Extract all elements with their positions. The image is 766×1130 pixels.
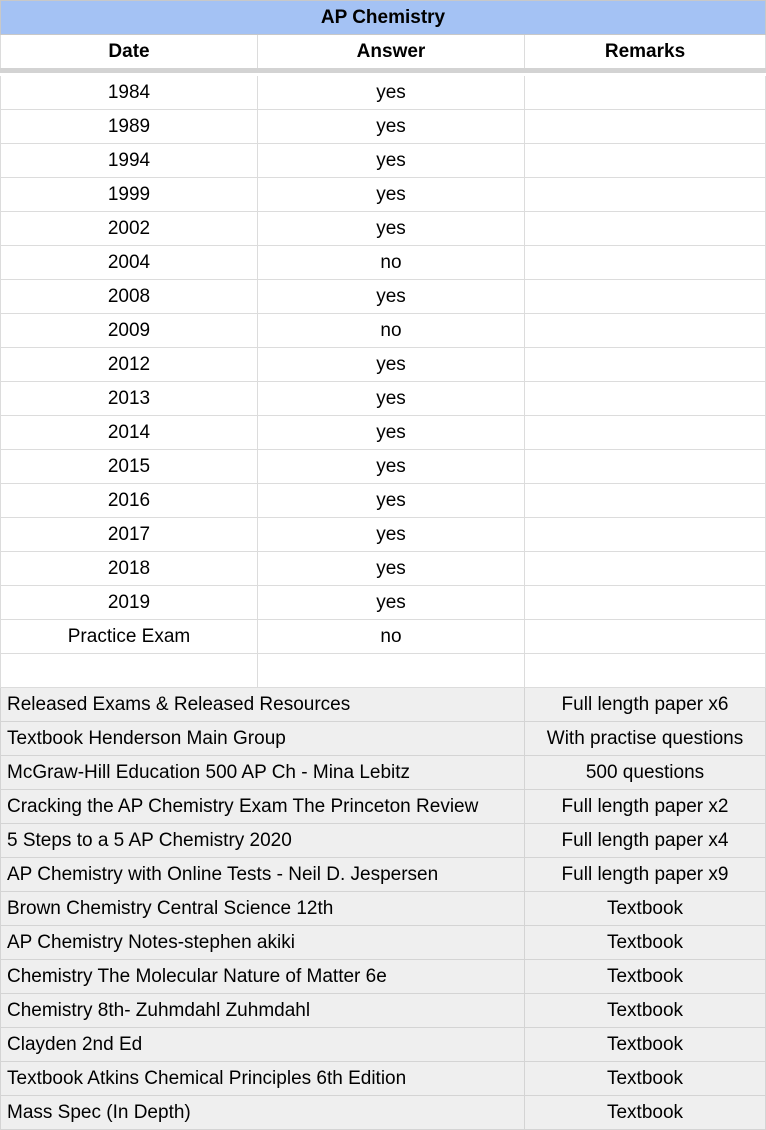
table-row	[0, 280, 766, 314]
resource-row	[0, 926, 766, 960]
resource-row	[0, 688, 766, 722]
table-row	[0, 348, 766, 382]
resource-note-cell[interactable]: 500 questions	[525, 756, 766, 790]
header-row	[0, 35, 766, 73]
table-row	[0, 416, 766, 450]
answer-cell[interactable]: yes	[258, 416, 525, 450]
resource-row	[0, 1028, 766, 1062]
resource-row	[0, 960, 766, 994]
table-row	[0, 246, 766, 280]
resource-row	[0, 994, 766, 1028]
resource-row	[0, 1062, 766, 1096]
remarks-cell[interactable]	[525, 552, 766, 586]
answer-cell[interactable]: yes	[258, 518, 525, 552]
answer-cell[interactable]: no	[258, 620, 525, 654]
date-cell[interactable]: 2019	[0, 586, 258, 620]
resource-note-cell[interactable]: Full length paper x9	[525, 858, 766, 892]
resource-row	[0, 858, 766, 892]
remarks-cell[interactable]	[525, 280, 766, 314]
resource-name-cell[interactable]: Released Exams & Released Resources	[0, 688, 525, 722]
resource-note-cell[interactable]: Textbook	[525, 926, 766, 960]
table-row	[0, 178, 766, 212]
date-cell[interactable]: 1989	[0, 110, 258, 144]
date-cell[interactable]	[0, 654, 258, 688]
remarks-cell[interactable]	[525, 178, 766, 212]
remarks-cell[interactable]	[525, 586, 766, 620]
answer-cell[interactable]: yes	[258, 348, 525, 382]
answer-cell[interactable]: yes	[258, 586, 525, 620]
date-cell[interactable]: 2014	[0, 416, 258, 450]
answer-cell[interactable]: yes	[258, 144, 525, 178]
resource-note-cell[interactable]: Full length paper x2	[525, 790, 766, 824]
remarks-cell[interactable]	[525, 212, 766, 246]
resource-name-cell[interactable]: Clayden 2nd Ed	[0, 1028, 525, 1062]
resource-name-cell[interactable]: AP Chemistry with Online Tests - Neil D. Jespersen	[0, 858, 525, 892]
answer-cell[interactable]: yes	[258, 382, 525, 416]
resource-row	[0, 722, 766, 756]
answer-cell[interactable]: no	[258, 314, 525, 348]
date-cell[interactable]: 2012	[0, 348, 258, 382]
table-row	[0, 314, 766, 348]
table-row	[0, 586, 766, 620]
table-row	[0, 654, 766, 688]
remarks-cell[interactable]	[525, 246, 766, 280]
remarks-cell[interactable]	[525, 620, 766, 654]
answer-cell[interactable]: yes	[258, 76, 525, 110]
remarks-cell[interactable]	[525, 76, 766, 110]
resource-name-cell[interactable]: Chemistry The Molecular Nature of Matter 6e	[0, 960, 525, 994]
header-remarks[interactable]: Remarks	[525, 35, 766, 68]
remarks-cell[interactable]	[525, 110, 766, 144]
resource-name-cell[interactable]: 5 Steps to a 5 AP Chemistry 2020	[0, 824, 525, 858]
table-row	[0, 620, 766, 654]
date-cell[interactable]: 1984	[0, 76, 258, 110]
resource-note-cell[interactable]: Textbook	[525, 1062, 766, 1096]
remarks-cell[interactable]	[525, 382, 766, 416]
date-cell[interactable]: 2008	[0, 280, 258, 314]
remarks-cell[interactable]	[525, 654, 766, 688]
remarks-cell[interactable]	[525, 348, 766, 382]
resource-row	[0, 892, 766, 926]
resource-row	[0, 756, 766, 790]
table-row	[0, 552, 766, 586]
resource-note-cell[interactable]: Full length paper x4	[525, 824, 766, 858]
resource-note-cell[interactable]: Textbook	[525, 994, 766, 1028]
resource-name-cell[interactable]: Cracking the AP Chemistry Exam The Princeton Review	[0, 790, 525, 824]
date-cell[interactable]: 2009	[0, 314, 258, 348]
table-row	[0, 110, 766, 144]
header-date[interactable]: Date	[0, 35, 258, 68]
answer-cell[interactable]: yes	[258, 552, 525, 586]
remarks-cell[interactable]	[525, 484, 766, 518]
date-cell[interactable]: 2016	[0, 484, 258, 518]
resource-name-cell[interactable]: McGraw-Hill Education 500 AP Ch - Mina Lebitz	[0, 756, 525, 790]
resource-name-cell[interactable]: Mass Spec (In Depth)	[0, 1096, 525, 1130]
resource-name-cell[interactable]: AP Chemistry Notes-stephen akiki	[0, 926, 525, 960]
date-cell[interactable]: 2015	[0, 450, 258, 484]
date-cell[interactable]: Practice Exam	[0, 620, 258, 654]
table-row	[0, 484, 766, 518]
resource-row	[0, 824, 766, 858]
resource-note-cell[interactable]: Textbook	[525, 1028, 766, 1062]
resource-note-cell[interactable]: Textbook	[525, 892, 766, 926]
remarks-cell[interactable]	[525, 416, 766, 450]
resource-row	[0, 1096, 766, 1130]
date-cell[interactable]: 2017	[0, 518, 258, 552]
table-row	[0, 518, 766, 552]
table-row	[0, 144, 766, 178]
answer-cell[interactable]: yes	[258, 280, 525, 314]
resource-name-cell[interactable]: Brown Chemistry Central Science 12th	[0, 892, 525, 926]
table-title[interactable]: AP Chemistry	[0, 0, 766, 35]
answer-cell[interactable]: no	[258, 246, 525, 280]
resource-name-cell[interactable]: Textbook Henderson Main Group	[0, 722, 525, 756]
resource-note-cell[interactable]: With practise questions	[525, 722, 766, 756]
remarks-cell[interactable]	[525, 144, 766, 178]
resource-name-cell[interactable]: Textbook Atkins Chemical Principles 6th Edition	[0, 1062, 525, 1096]
date-cell[interactable]: 1999	[0, 178, 258, 212]
answer-cell[interactable]: yes	[258, 178, 525, 212]
resource-note-cell[interactable]: Textbook	[525, 1096, 766, 1130]
table-row	[0, 450, 766, 484]
table-row	[0, 382, 766, 416]
date-cell[interactable]: 2013	[0, 382, 258, 416]
table-row	[0, 76, 766, 110]
resource-name-cell[interactable]: Chemistry 8th- Zuhmdahl Zuhmdahl	[0, 994, 525, 1028]
remarks-cell[interactable]	[525, 314, 766, 348]
date-cell[interactable]: 2018	[0, 552, 258, 586]
answer-cell[interactable]: yes	[258, 212, 525, 246]
remarks-cell[interactable]	[525, 518, 766, 552]
header-answer[interactable]: Answer	[258, 35, 525, 68]
answer-cell[interactable]: yes	[258, 110, 525, 144]
answer-cell[interactable]: yes	[258, 450, 525, 484]
resource-note-cell[interactable]: Textbook	[525, 960, 766, 994]
answer-cell[interactable]: yes	[258, 484, 525, 518]
resource-row	[0, 790, 766, 824]
table-row	[0, 212, 766, 246]
date-cell[interactable]: 2002	[0, 212, 258, 246]
resource-note-cell[interactable]: Full length paper x6	[525, 688, 766, 722]
remarks-cell[interactable]	[525, 450, 766, 484]
date-cell[interactable]: 2004	[0, 246, 258, 280]
answer-cell[interactable]	[258, 654, 525, 688]
date-cell[interactable]: 1994	[0, 144, 258, 178]
